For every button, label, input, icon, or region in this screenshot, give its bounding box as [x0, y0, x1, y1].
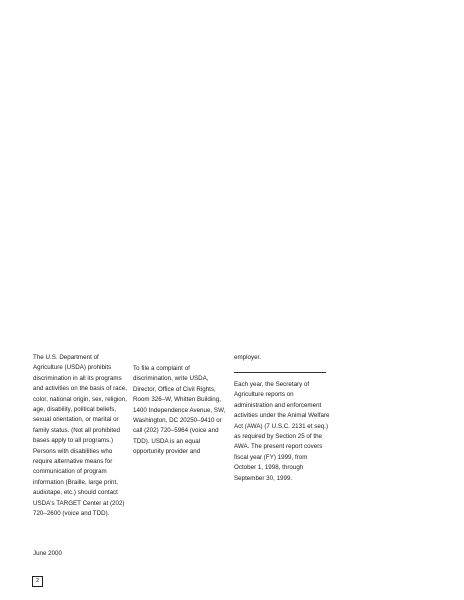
publication-date: June 2000	[33, 550, 62, 557]
section-divider-rule	[234, 372, 326, 373]
complaint-instructions: To file a complaint of discrimination, write USDA, Director, Office of Civil Rights, Room 326–W, Whitten Building, 1400 Independence Avenue, SW, Washington, DC 20250–9410 or call (202) 720–5964 (voice and TDD). USDA is an equal opportunity provider and	[133, 365, 226, 456]
page-number-box: 2	[32, 576, 43, 587]
annual-report-intro: Each year, the Secretary of Agriculture reports on administration and enforcement activities under the Animal Welfare Act (AWA) (7 U.S.C. 2131 et seq.) as required by Section 25 of the AWA. The present report covers fiscal year (FY) 1999, from October 1, 1998, through September 30, 1999.	[234, 381, 330, 482]
employer-continuation: employer.	[234, 354, 262, 361]
nondiscrimination-statement: The U.S. Department of Agriculture (USDA) prohibits discrimination in all its programs and activities on the basis of race, color, national origin, sex, religion, age, disability, political beliefs, sexual orientation, or marital or family status. (Not all prohibited bases apply to all programs.) Persons with disabilities who require alternative means for communication of program information (Braille, large print, audiotape, etc.) should contact USDA's TARGET Center at (202) 720–2600 (voice and TDD).	[33, 354, 127, 518]
